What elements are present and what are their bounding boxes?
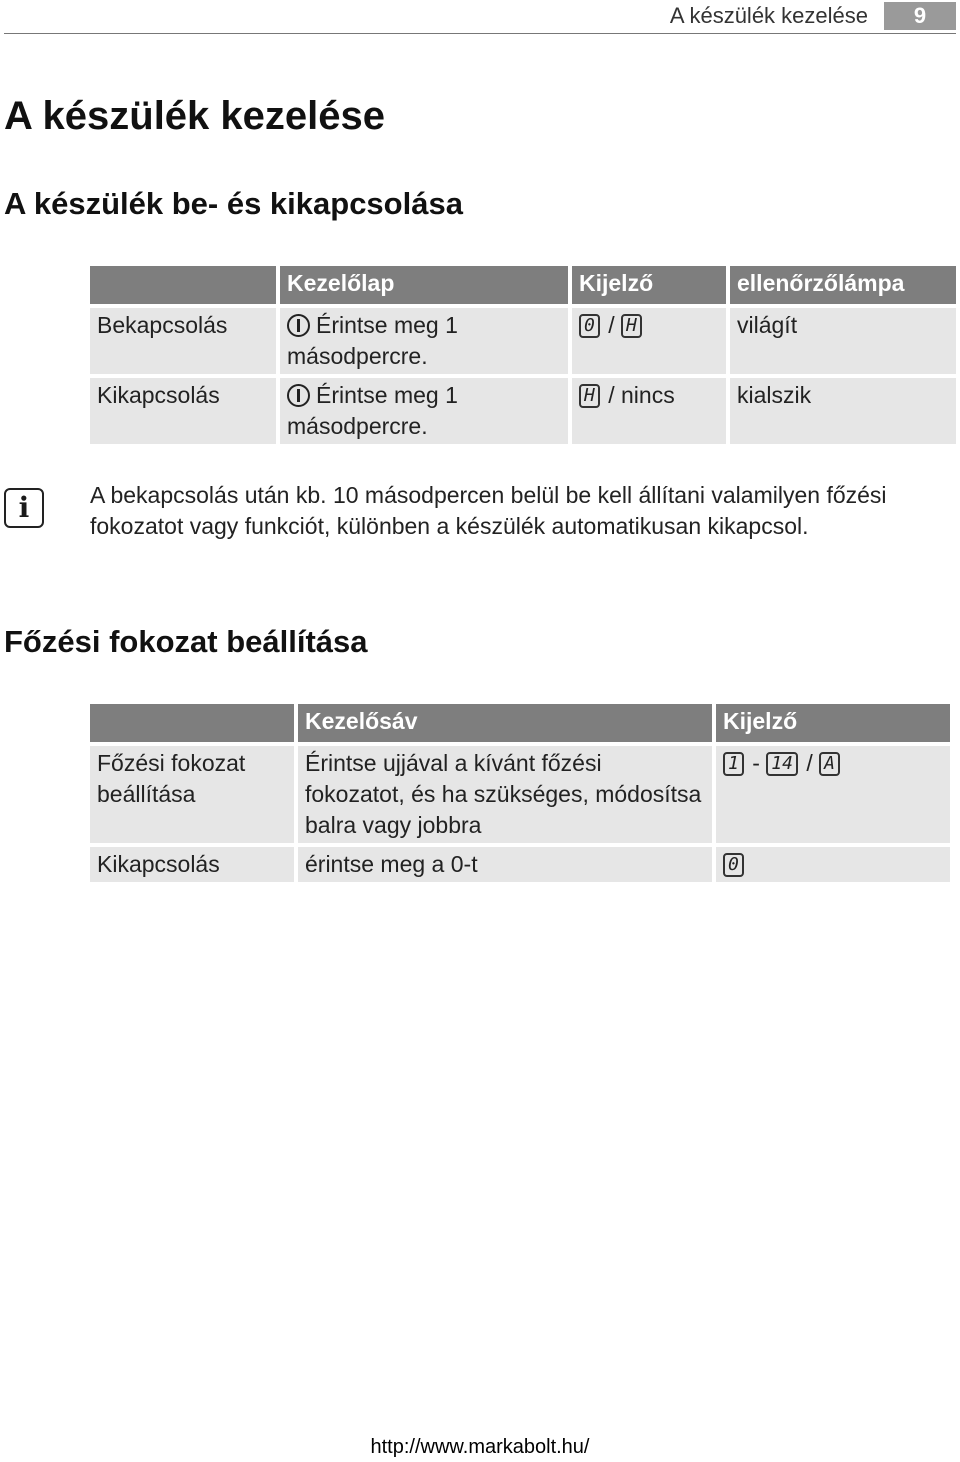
display-separator: /: [601, 312, 622, 338]
footer-url: http://www.markabolt.hu/: [370, 1436, 590, 1458]
display-separator: / nincs: [601, 382, 675, 408]
display-digit: 1: [723, 752, 744, 776]
display-digit: 14: [766, 752, 798, 776]
row-lamp: világít: [730, 308, 956, 374]
power-icon: [287, 314, 310, 337]
row-display: [716, 847, 950, 882]
row-action: [280, 308, 568, 374]
column-header-control: Kezelőlap: [280, 266, 568, 304]
display-separator: /: [799, 750, 820, 776]
display-digit: 0: [579, 314, 600, 338]
row-label: Kikapcsolás: [90, 378, 276, 444]
column-header-display: Kijelző: [716, 704, 950, 742]
onoff-table: [86, 262, 960, 448]
column-header-lamp: ellenőrzőlámpa: [730, 266, 956, 304]
row-lamp: kialszik: [730, 378, 956, 444]
table-row: [90, 847, 950, 882]
level-section-title: Főzési fokozat beállítása: [4, 624, 368, 659]
info-icon: i: [4, 488, 44, 528]
page-title: A készülék kezelése: [4, 94, 385, 138]
row-label: Kikapcsolás: [90, 847, 294, 882]
row-label: Főzési fokozat beállítása: [90, 746, 294, 843]
column-header-control: Kezelősáv: [298, 704, 712, 742]
table-row: [90, 308, 956, 374]
onoff-section-title: A készülék be- és kikapcsolása: [4, 186, 463, 221]
display-digit: 0: [723, 853, 744, 877]
action-text: Érintse meg 1 másodpercre.: [287, 382, 458, 439]
row-action: [280, 378, 568, 444]
display-separator: -: [745, 750, 767, 776]
row-action: Érintse ujjával a kívánt főzési fokozatot, és ha szükséges, módosítsa balra vagy jobbra: [298, 746, 712, 843]
power-icon: [287, 384, 310, 407]
display-digit: A: [819, 752, 840, 776]
table-header-row: [90, 704, 950, 742]
column-header-empty: [90, 704, 294, 742]
header-title: A készülék kezelése: [669, 3, 868, 28]
display-digit: H: [621, 314, 642, 338]
row-display: [716, 746, 950, 843]
row-action: érintse meg a 0-t: [298, 847, 712, 882]
action-text: Érintse meg 1 másodpercre.: [287, 312, 458, 369]
header-rule: [4, 33, 956, 34]
row-display: [572, 378, 726, 444]
level-table: [86, 700, 954, 886]
column-header-empty: [90, 266, 276, 304]
row-label: Bekapcsolás: [90, 308, 276, 374]
column-header-display: Kijelző: [572, 266, 726, 304]
info-note: A bekapcsolás után kb. 10 másodpercen belül be kell állítani valamilyen főzési fokozatot vagy funkciót, különben a készülék automatikusan kikapcsol.: [90, 482, 887, 539]
table-row: [90, 746, 950, 843]
page-header: [0, 0, 960, 34]
row-display: [572, 308, 726, 374]
display-digit: H: [579, 384, 600, 408]
page-number: 9: [884, 2, 956, 30]
table-row: [90, 378, 956, 444]
table-header-row: [90, 266, 956, 304]
